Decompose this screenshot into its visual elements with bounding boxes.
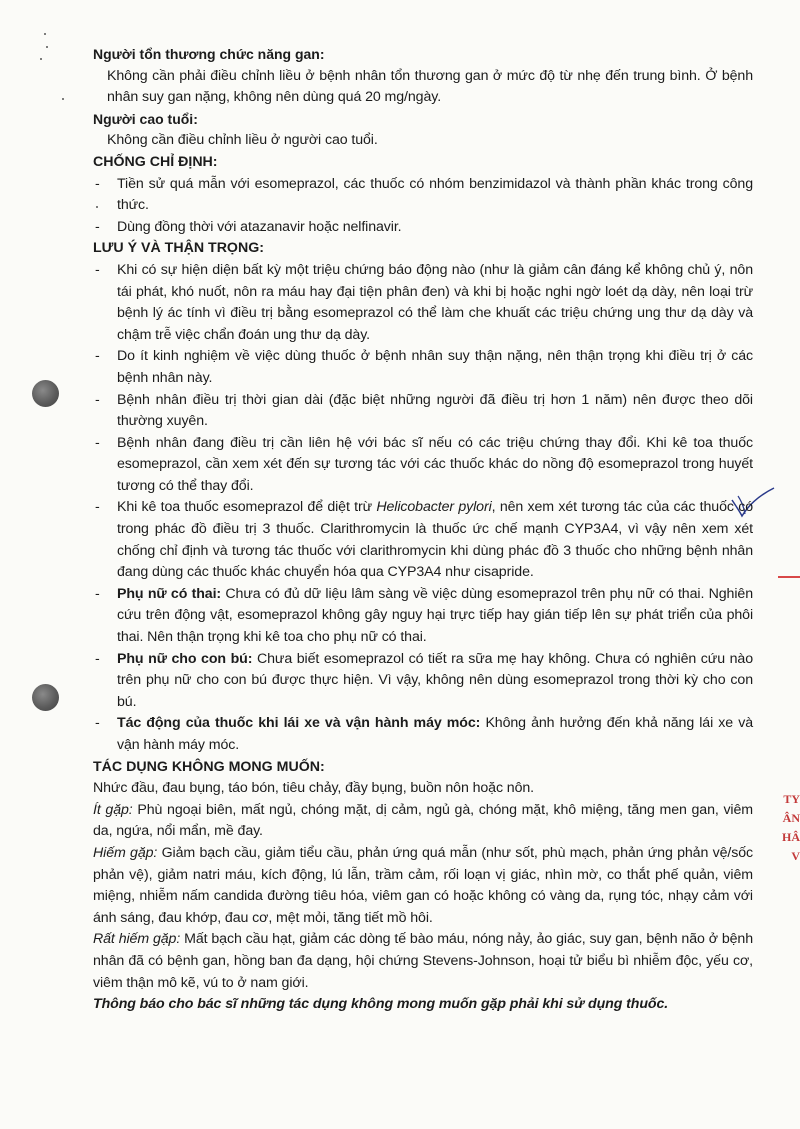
precautions-list — [93, 260, 753, 757]
list-item-helicobacter: - Khi kê toa thuốc esomeprazol để diệt trừ Helicobacter pylori, nên xem xét tương tác của các thuốc có trong phác đồ điều trị 3 thuốc. Clarithromycin là thuốc ức chế mạnh CYP3A4, vì vậy nên xem xét chống chỉ định và tương tác thuốc với clarithromycin khi dùng phác đồ 3 thuốc cho những bệnh nhân đang dùng các thuốc khác chuyển hóa qua CYP3A4 như cisapride. — [93, 497, 753, 583]
contraindications-list — [93, 174, 753, 239]
elderly-heading: Người cao tuổi: — [93, 110, 198, 127]
elderly-text: Không cần điều chỉnh liều ở người cao tuổi. — [107, 132, 378, 149]
list-item: - Tiền sử quá mẫn với esomeprazol, các thuốc có nhóm benzimidazol và thành phần khác trong công thức. — [93, 174, 753, 217]
adverse-rare: Hiếm gặp: Giảm bạch cầu, giảm tiểu cầu, phản ứng quá mẫn (như sốt, phù mạch, phản ứng phản vệ/sốc phản vệ), giảm natri máu, kích động, lú lẫn, trầm cảm, rối loạn vị giác, nhìn mờ, co thắt phế quản, viêm miệng, nhiễm nấm candida đường tiêu hóa, viêm gan có hoặc không có vàng da, rụng tóc, nhạy cảm với ánh sáng, đau khớp, đau cơ, mệt mỏi, tăng tiết mồ hôi. — [93, 844, 754, 926]
list-item: - Bệnh nhân điều trị thời gian dài (đặc biệt những người đã điều trị hơn 1 năm) nên được theo dõi thường xuyên. — [93, 390, 753, 433]
scan-speck — [40, 58, 42, 60]
adverse-common: Nhức đầu, đau bụng, táo bón, tiêu chảy, đầy bụng, buồn nôn hoặc nôn. — [93, 780, 535, 797]
adverse-notice: Thông báo cho bác sĩ những tác dụng không mong muốn gặp phải khi sử dụng thuốc. — [93, 996, 669, 1013]
hepatic-heading: Người tổn thương chức năng gan: — [93, 46, 325, 62]
precautions-heading: LƯU Ý VÀ THẬN TRỌNG: — [93, 240, 264, 257]
binder-hole-bottom — [32, 684, 59, 711]
list-item: - Bệnh nhân đang điều trị cần liên hệ với bác sĩ nếu có các triệu chứng thay đổi. Khi kê toa thuốc esomeprazol, cần xem xét đến sự tương tác với các thuốc khác do nồng độ esomeprazol trong huyết tương có thể thay đổi. — [93, 433, 753, 498]
stamp-fragment: TY ÂN HÂ V — [782, 792, 800, 863]
list-item: - Khi có sự hiện diện bất kỳ một triệu chứng báo động nào (như là giảm cân đáng kể không chủ ý, nôn tái phát, khó nuốt, nôn ra máu hay đại tiện phân đen) và khi bị hoặc nghi ngờ loét dạ dày, nên loại trừ bệnh lý ác tính vì điều trị bằng esomeprazol có thể làm che khuất các triệu chứng ung thư dạ dày và chậm trễ việc chẩn đoán ung thư dạ dày. — [93, 260, 753, 346]
hepatic-text: Không cần phải điều chỉnh liều ở bệnh nhân tổn thương gan ở mức độ từ nhẹ đến trung bình. Ở bệnh nhân suy gan nặng, không nên dùng quá 20 mg/ngày. — [107, 67, 753, 106]
adverse-less-common: Ít gặp: Phù ngoại biên, mất ngủ, chóng mặt, dị cảm, ngủ gà, chóng mặt, khô miệng, tăng men gan, viêm da, ngứa, nổi mẩn, mề đay. — [93, 801, 753, 840]
contraindications-heading: CHỐNG CHỈ ĐỊNH: — [93, 153, 218, 170]
adverse-heading: TÁC DỤNG KHÔNG MONG MUỐN: — [93, 758, 325, 775]
adverse-very-rare: Rất hiếm gặp: Mất bạch cầu hạt, giảm các dòng tế bào máu, nóng nảy, ảo giác, suy gan, bệnh não ở bệnh nhân đã có bệnh gan, hồng ban đa dạng, hội chứng Stevens-Johnson, hoại tử biểu bì nhiễm độc, yếu cơ, viêm thận mô kẽ, vú to ở nam giới. — [93, 931, 753, 991]
list-item: - Dùng đồng thời với atazanavir hoặc nelfinavir. — [93, 217, 753, 239]
binder-hole-top — [32, 380, 59, 407]
scan-speck — [44, 33, 46, 35]
list-item: - Do ít kinh nghiệm về việc dùng thuốc ở bệnh nhân suy thận nặng, nên thận trọng khi điều trị ở các bệnh nhân này. — [93, 346, 753, 389]
list-item-pregnancy: - Phụ nữ có thai: Chưa có đủ dữ liệu lâm sàng về việc dùng esomeprazol trên phụ nữ có thai. Nghiên cứu trên động vật, esomeprazol không gây nguy hại trực tiếp hay gián tiếp lên sự phát triển của phôi thai. Nên thận trọng khi kê toa cho phụ nữ có thai. — [93, 584, 753, 649]
scan-speck — [46, 46, 48, 48]
document-body — [93, 44, 753, 1016]
stamp-mark — [778, 576, 800, 578]
list-item-driving: - Tác động của thuốc khi lái xe và vận hành máy móc: Không ảnh hưởng đến khả năng lái xe và vận hành máy móc. — [93, 713, 753, 756]
scan-speck — [62, 98, 64, 100]
list-item-lactation: - Phụ nữ cho con bú: Chưa biết esomeprazol có tiết ra sữa mẹ hay không. Chưa có nghiên cứu nào trên phụ nữ cho con bú được thực hiện. Vì vậy, không nên dùng esomeprazol trong thời kỳ cho con bú. — [93, 649, 753, 714]
